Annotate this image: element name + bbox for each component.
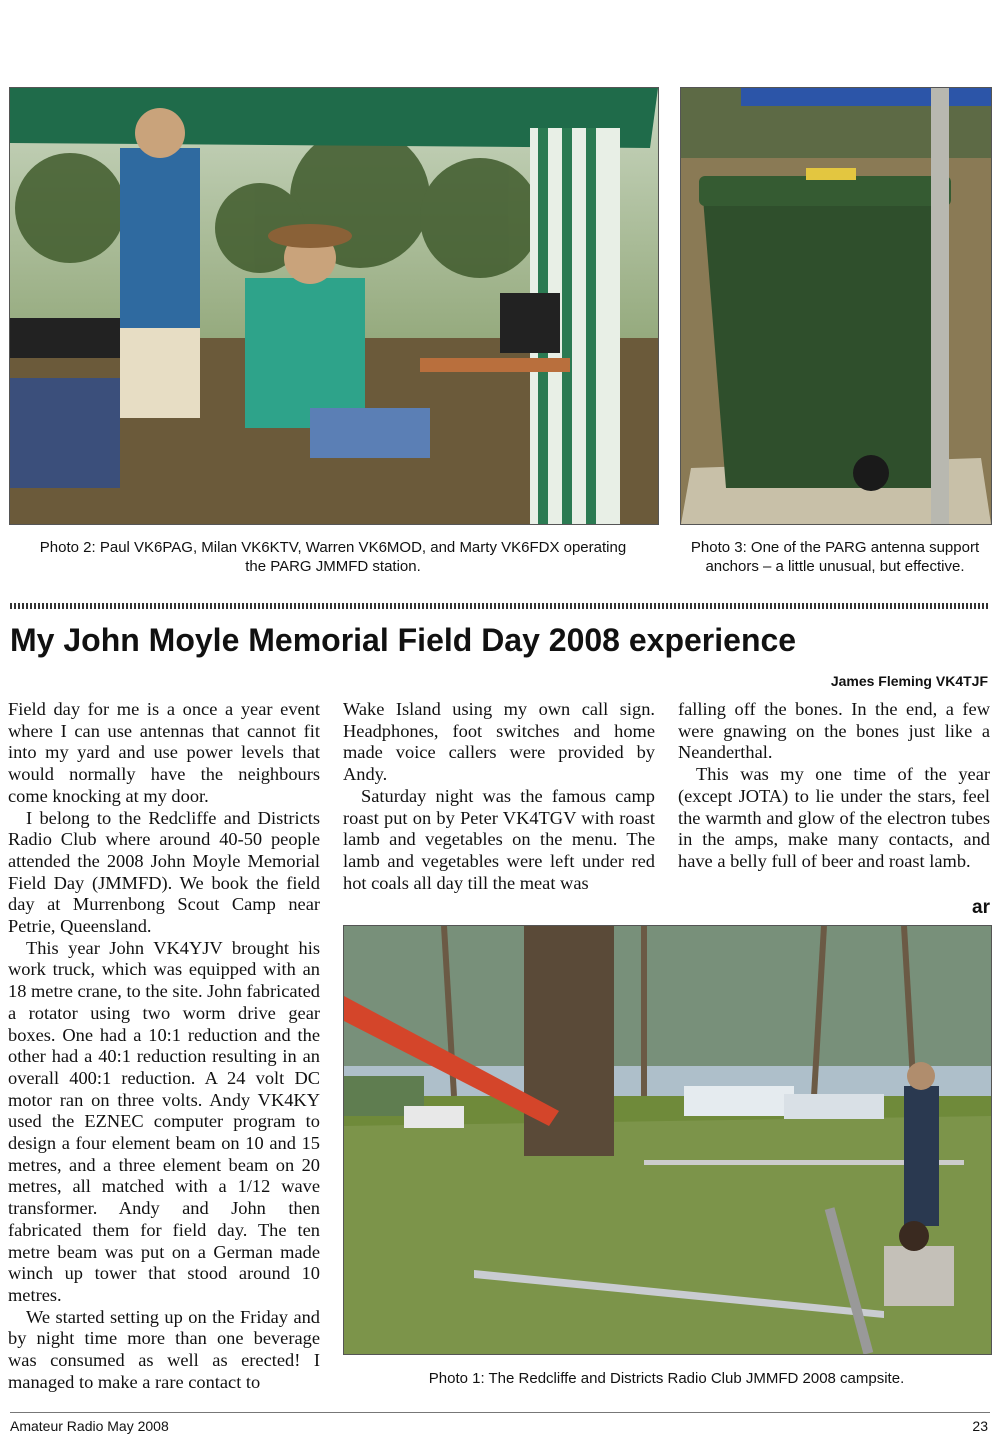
paragraph: Wake Island using my own call sign. Headphones, foot switches and home made voice callers were provided by Andy. — [343, 699, 655, 785]
footer-divider — [10, 1412, 990, 1413]
article-title: My John Moyle Memorial Field Day 2008 experience — [10, 622, 797, 658]
article-end-mark: ar — [972, 897, 990, 918]
photo-3-caption: Photo 3: One of the PARG antenna support anchors – a little unusual, but effective. — [690, 539, 980, 575]
article-column-2 — [343, 699, 655, 894]
photo-2-image — [10, 88, 658, 524]
paragraph: This was my one time of the year (except JOTA) to lie under the stars, feel the warmth and glow of the electron tubes in the amps, make many contacts, and have a belly full of beer and roast lamb. — [678, 764, 990, 871]
article-byline: James Fleming VK4TJF — [830, 673, 988, 689]
page-number: 23 — [972, 1418, 988, 1434]
photo-1-image — [344, 926, 991, 1354]
paragraph: This year John VK4YJV brought his work truck, which was equipped with an 18 metre crane, to the site. John fabricated a rotator using two worm drive gear boxes. One had a 10:1 reduction and the other had a 40:1 reduction resulting in an overall 400:1 reduction. A 24 volt DC motor ran on three volts. Andy VK4KY used the EZNEC computer program to design a four element beam on 10 and 15 metres, and a three element beam on 20 metres, all matched with a 1/12 wave transformer. Andy and John then fabricated them for field day. The ten metre beam was put on a German made winch up tower that stood around 10 metres. — [8, 937, 321, 1305]
photo-3 — [680, 87, 992, 525]
paragraph: We started setting up on the Friday and by night time more than one beverage was consumed as well as erected! I managed to make a rare contact to — [8, 1306, 320, 1392]
article-column-3 — [678, 699, 990, 873]
paragraph: falling off the bones. In the end, a few were gnawing on the bones just like a Neanderthal. — [678, 699, 990, 763]
photo-1 — [343, 925, 992, 1355]
photo-2-caption: Photo 2: Paul VK6PAG, Milan VK6KTV, Warren VK6MOD, and Marty VK6FDX operating the PARG JMMFD station. — [39, 539, 627, 575]
article-column-1 — [8, 699, 320, 1394]
photo-2 — [9, 87, 659, 525]
paragraph: Field day for me is a once a year event where I can use antennas that cannot fit into my yard and use power levels that would normally have the neighbours come knocking at my door. — [8, 699, 320, 806]
paragraph: I belong to the Redcliffe and Districts Radio Club where around 40-50 people attended the 2008 John Moyle Memorial Field Day (JMMFD). We book the field day at Murrenbong Scout Camp near Petrie, Queensland. — [8, 807, 320, 937]
footer-publication: Amateur Radio May 2008 — [10, 1418, 169, 1434]
section-divider — [10, 603, 990, 609]
photo-1-caption: Photo 1: The Redcliffe and Districts Radio Club JMMFD 2008 campsite. — [428, 1370, 905, 1387]
photo-3-image — [681, 88, 991, 524]
paragraph: Saturday night was the famous camp roast put on by Peter VK4TGV with roast lamb and vegetables on the menu. The lamb and vegetables were left under red hot coals all day till the meat was — [343, 785, 655, 893]
